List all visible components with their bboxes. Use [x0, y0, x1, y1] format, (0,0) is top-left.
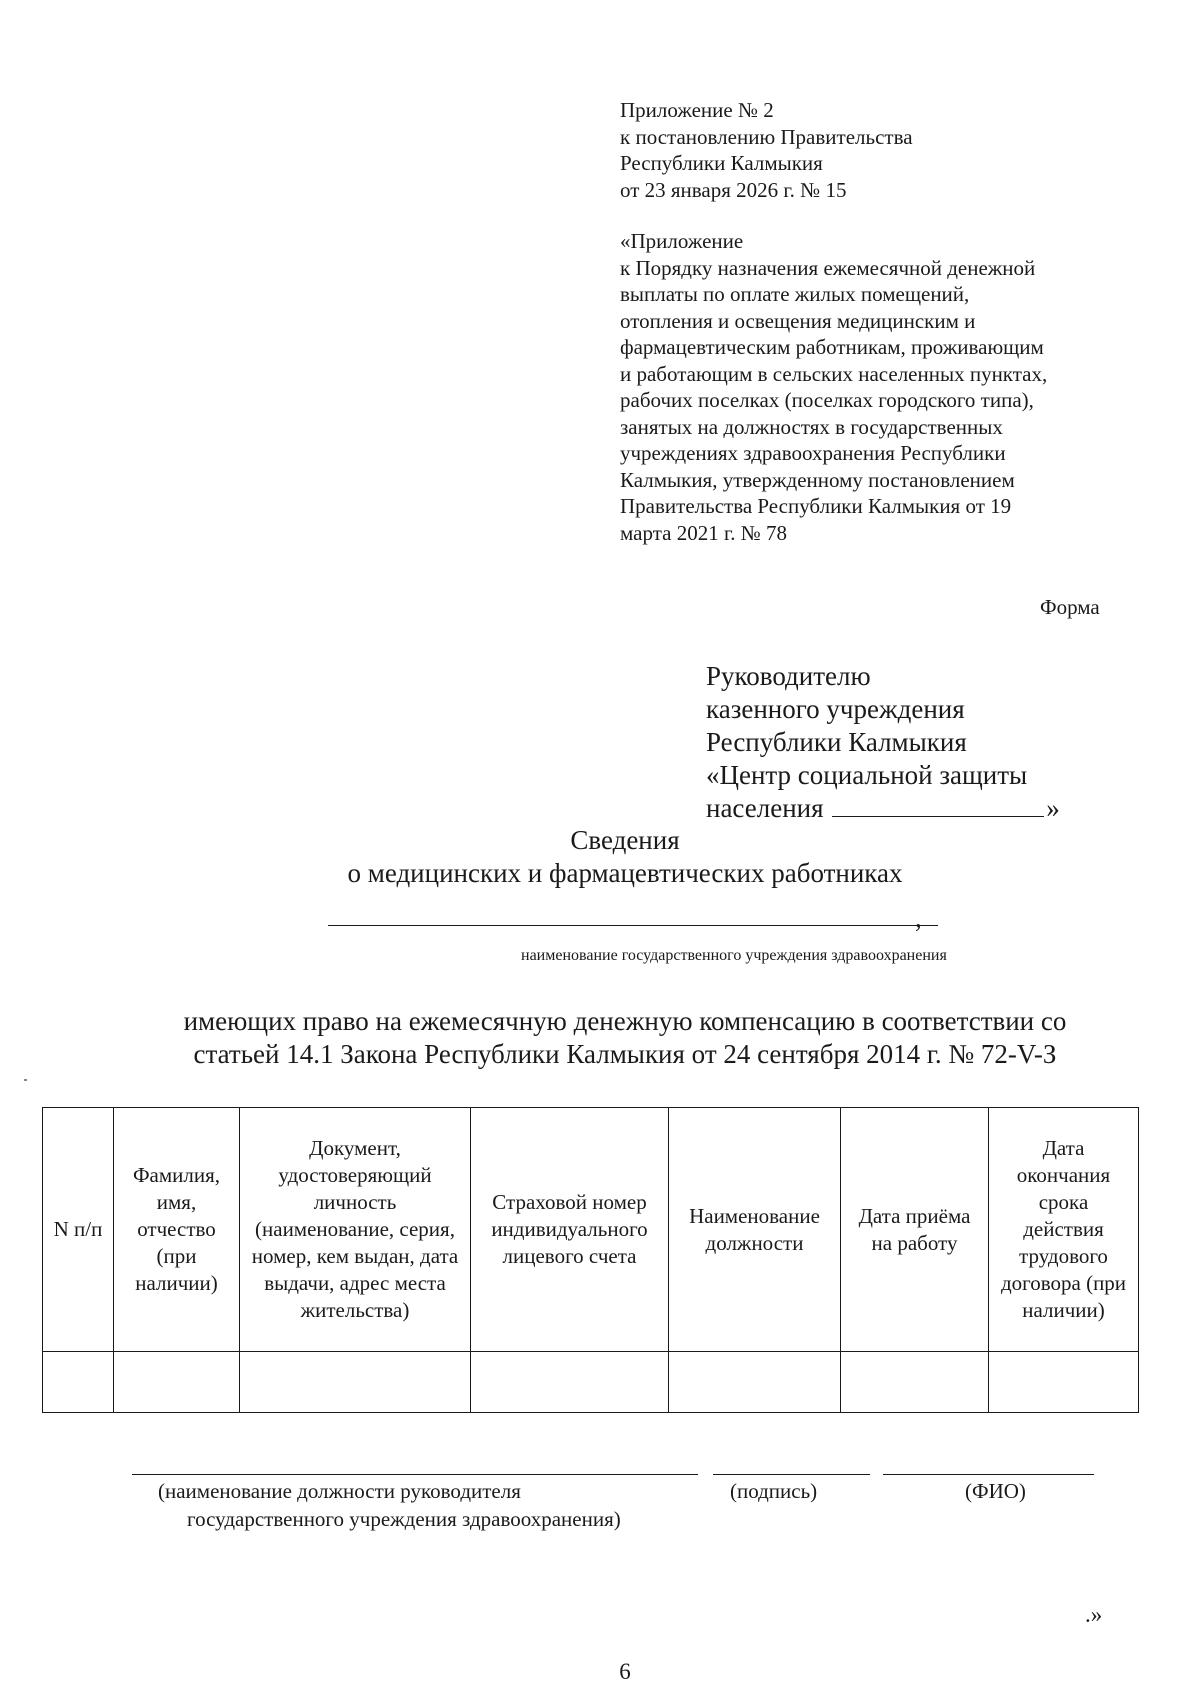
header-cell-identity-document: Документ, удостоверяющий личность (наименование, серия, номер, кем выдан, дата выдачи, адрес места жительства): [240, 1108, 471, 1352]
addressee-line: «Центр социальной защиты: [706, 760, 1028, 790]
full-name-caption: (ФИО): [965, 1479, 1026, 1503]
table-cell[interactable]: [114, 1352, 240, 1413]
scan-mark: [24, 1079, 27, 1081]
appendix-procedure-line: марта 2021 г. № 78: [620, 520, 787, 545]
closing-quote: .»: [1085, 1602, 1103, 1627]
entitlement-line: статьей 14.1 Закона Республики Калмыкия от 24 сентября 2014 г. № 72-V-З: [193, 1039, 1057, 1069]
population-blank-field[interactable]: [832, 794, 1044, 817]
entitlement-text: [100, 1005, 1150, 1071]
institution-blank-field[interactable]: [328, 925, 938, 926]
appendix-procedure-line: к Порядку назначения ежемесячной денежной: [620, 255, 1036, 280]
addressee-line-with-blank: [706, 792, 1060, 825]
signature-blank-field[interactable]: [713, 1474, 870, 1475]
document-subheading: о медицинских и фармацевтических работниках: [347, 858, 903, 888]
header-cell-full-name: Фамилия, имя, отчество (при наличии): [114, 1108, 240, 1352]
addressee-line: казенного учреждения: [706, 694, 965, 724]
table-cell[interactable]: [471, 1352, 669, 1413]
full-name-blank-field[interactable]: [883, 1474, 1094, 1475]
appendix-line: Приложение № 2: [620, 98, 774, 122]
position-caption-line2: государственного учреждения здравоохранения): [187, 1507, 621, 1531]
workers-table: [42, 1107, 1139, 1413]
entitlement-line: имеющих право на ежемесячную денежную компенсацию в соответствии со: [183, 1006, 1067, 1036]
addressee-line: Руководителю: [706, 661, 871, 691]
signature-caption: (подпись): [730, 1479, 818, 1503]
appendix-procedure-line: учреждениях здравоохранения Республики: [620, 441, 1006, 465]
appendix-procedure-line: отопления и освещения медицинским и: [620, 308, 976, 333]
header-cell-number: N п/п: [43, 1108, 114, 1352]
position-caption-line1: (наименование должности руководителя: [158, 1479, 521, 1503]
position-blank-field[interactable]: [132, 1474, 698, 1475]
table-cell[interactable]: [989, 1352, 1139, 1413]
table-cell[interactable]: [669, 1352, 841, 1413]
appendix-line: к постановлению Правительства: [620, 124, 913, 149]
header-cell-position: Наименование должности: [669, 1108, 841, 1352]
appendix-procedure-line: выплаты по оплате жилых помещений,: [620, 282, 970, 306]
header-cell-contract-end: Дата окончания срока действия трудового договора (при наличии): [989, 1108, 1139, 1352]
document-heading: Сведения: [570, 825, 680, 855]
form-label: Форма: [1040, 595, 1100, 619]
page-number: 6: [619, 1659, 631, 1684]
addressee-block: [706, 660, 1060, 825]
appendix-procedure-line: и работающим в сельских населенных пунктах,: [620, 361, 1048, 386]
institution-caption: наименование государственного учреждения здравоохранения: [521, 947, 947, 964]
table-cell[interactable]: [43, 1352, 114, 1413]
addressee-line: Республики Калмыкия: [706, 727, 967, 757]
appendix-procedure-line: Калмыкия, утвержденному постановлением: [620, 467, 1015, 492]
addressee-suffix: »: [1046, 793, 1060, 823]
appendix-line: от 23 января 2026 г. № 15: [620, 177, 847, 202]
header-cell-insurance-number: Страховой номер индивидуального лицевого счета: [471, 1108, 669, 1352]
header-cell-hire-date: Дата приёма на работу: [841, 1108, 989, 1352]
addressee-prefix: населения: [706, 793, 824, 823]
appendix-procedure-line: Правительства Республики Калмыкия от 19: [620, 494, 1012, 518]
table-row: [43, 1352, 1139, 1413]
appendix-block: [620, 97, 1140, 546]
appendix-procedure-line: занятых на должностях в государственных: [620, 414, 1003, 439]
table-cell[interactable]: [841, 1352, 989, 1413]
appendix-procedure-line: фармацевтическим работникам, проживающим: [620, 335, 1044, 359]
appendix-procedure-line: рабочих поселках (поселках городского типа),: [620, 388, 1034, 412]
table-header-row: [43, 1108, 1139, 1352]
institution-comma: ,: [915, 903, 922, 933]
appendix-line: Республики Калмыкия: [620, 151, 823, 175]
table-cell[interactable]: [240, 1352, 471, 1413]
appendix-procedure-line: «Приложение: [620, 229, 744, 253]
spacer: [620, 203, 1140, 228]
